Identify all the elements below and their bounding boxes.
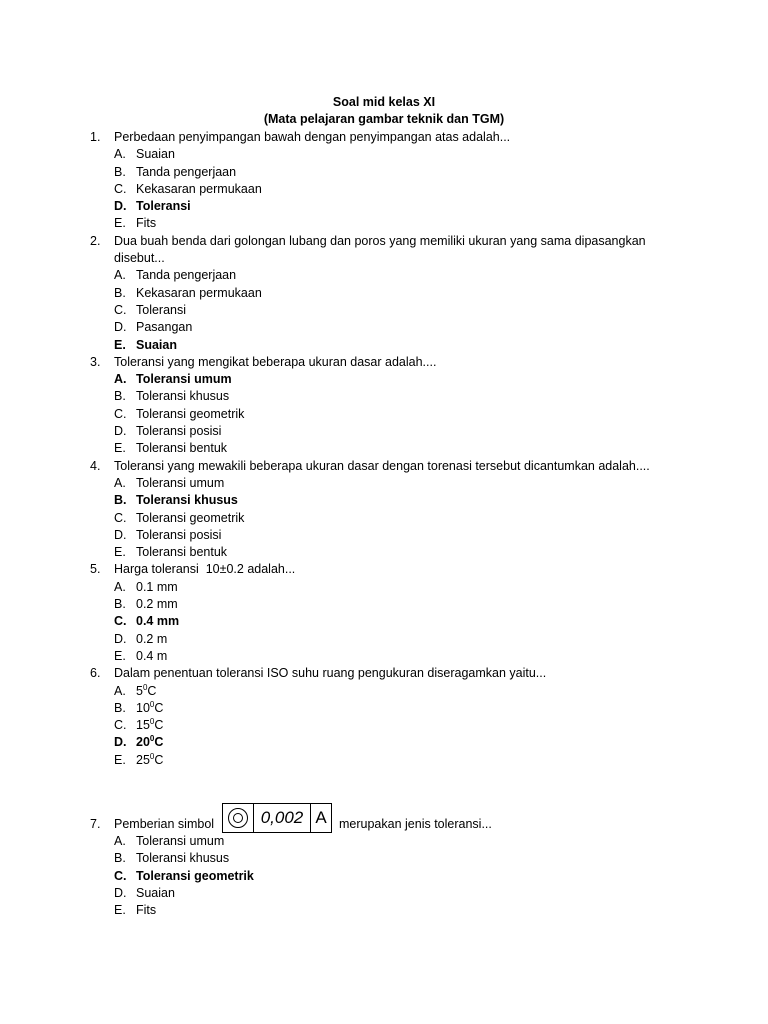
answer-option <box>90 902 690 919</box>
degree-mark: 0 <box>149 734 155 744</box>
option-letter: A. <box>114 475 126 490</box>
question-5 <box>90 561 690 665</box>
degree-mark: 0 <box>149 699 155 709</box>
question-1 <box>90 129 690 233</box>
option-letter: E. <box>114 337 126 352</box>
document-title: Soal mid kelas XI <box>332 95 436 109</box>
option-letter: E. <box>114 648 126 663</box>
answer-option <box>90 648 690 665</box>
answer-option <box>90 267 690 284</box>
option-letter: D. <box>114 631 127 646</box>
option-unit: C <box>154 700 164 715</box>
option-unit: C <box>154 718 164 733</box>
option-unit: C <box>154 752 164 767</box>
question-text: Harga toleransi 10±0.2 adalah... <box>114 562 296 577</box>
option-text: Toleransi geometrik <box>136 406 245 421</box>
option-text: 0.4 m <box>136 648 168 663</box>
answer-option <box>90 510 690 527</box>
question-list <box>90 129 690 919</box>
answer-option <box>90 850 690 867</box>
answer-option <box>90 440 690 457</box>
answer-option <box>90 734 690 751</box>
option-letter: C. <box>114 302 127 317</box>
option-letter: D. <box>114 424 127 439</box>
answer-option <box>90 833 690 850</box>
option-letter: C. <box>114 718 127 733</box>
question-text: Toleransi yang mewakili beberapa ukuran dasar dengan torenasi tersebut dicantumkan adalah.... <box>114 458 650 473</box>
answer-option <box>90 752 690 769</box>
option-text: Toleransi posisi <box>136 527 222 542</box>
question-text: Perbedaan penyimpangan bawah dengan penyimpangan atas adalah... <box>114 130 511 144</box>
option-letter: C. <box>114 406 127 421</box>
degree-mark: 0 <box>149 716 155 726</box>
option-letter: E. <box>114 545 126 560</box>
option-text: Tanda pengerjaan <box>136 164 237 179</box>
question-number: 4. <box>90 458 101 473</box>
answer-option <box>90 492 690 509</box>
option-letter: B. <box>114 700 126 715</box>
option-unit: C <box>147 683 157 698</box>
option-value: 15 <box>136 718 150 733</box>
question-number: 5. <box>90 562 101 577</box>
option-text: Kekasaran permukaan <box>136 181 262 196</box>
option-text: Pasangan <box>136 320 193 335</box>
option-text: 0.1 mm <box>136 579 178 594</box>
option-letter: B. <box>114 164 126 179</box>
answer-option <box>90 337 690 354</box>
option-text: Toleransi khusus <box>136 493 238 508</box>
question-text-after-symbol: merupakan jenis toleransi... <box>339 816 492 831</box>
tolerance-value: 0,002 <box>254 804 311 832</box>
question-6 <box>90 665 690 769</box>
degree-mark: 0 <box>142 682 148 692</box>
answer-option <box>90 388 690 405</box>
option-text: Toleransi geometrik <box>136 510 245 525</box>
question-2 <box>90 233 690 354</box>
option-text: Fits <box>136 216 157 231</box>
option-letter: C. <box>114 510 127 525</box>
option-letter: E. <box>114 441 126 456</box>
option-text: Toleransi geometrik <box>136 868 254 883</box>
tolerance-symbol-frame <box>222 803 332 833</box>
option-text: 0.2 mm <box>136 597 178 612</box>
option-value: 20 <box>136 735 150 750</box>
option-letter: E. <box>114 752 126 767</box>
option-text: Toleransi khusus <box>136 851 230 866</box>
option-value: 25 <box>136 752 150 767</box>
option-letter: D. <box>114 735 127 750</box>
question-4 <box>90 458 690 562</box>
answer-option <box>90 198 690 215</box>
option-value: 10 <box>136 700 150 715</box>
question-number: 2. <box>90 233 101 248</box>
answer-option <box>90 215 690 232</box>
concentricity-icon <box>228 808 248 828</box>
option-letter: D. <box>114 527 127 542</box>
option-letter: A. <box>114 579 126 594</box>
option-letter: A. <box>114 372 127 387</box>
question-number: 6. <box>90 666 101 681</box>
question-number: 1. <box>90 130 101 144</box>
option-letter: A. <box>114 833 126 848</box>
answer-option <box>90 527 690 544</box>
option-text: Toleransi bentuk <box>136 441 228 456</box>
option-letter: A. <box>114 147 126 162</box>
option-text: Toleransi umum <box>136 833 225 848</box>
option-letter: B. <box>114 493 127 508</box>
answer-option <box>90 596 690 613</box>
answer-option <box>90 717 690 734</box>
question-text: Dalam penentuan toleransi ISO suhu ruang pengukuran diseragamkan yaitu... <box>114 666 547 681</box>
option-value: 5 <box>136 683 143 698</box>
answer-option <box>90 146 690 163</box>
option-letter: C. <box>114 868 127 883</box>
question-text: Dua buah benda dari golongan lubang dan poros yang memiliki ukuran yang sama dipasangkan disebut... <box>114 233 650 266</box>
answer-option <box>90 371 690 388</box>
option-letter: C. <box>114 614 127 629</box>
option-text: Toleransi umum <box>136 372 232 387</box>
option-letter: A. <box>114 683 126 698</box>
option-letter: D. <box>114 885 127 900</box>
option-text: Toleransi posisi <box>136 424 222 439</box>
question-number: 3. <box>90 354 101 369</box>
answer-option <box>90 700 690 717</box>
option-letter: B. <box>114 851 126 866</box>
question-7 <box>90 803 690 919</box>
answer-option <box>90 164 690 181</box>
option-text: Toleransi <box>136 199 191 214</box>
answer-option <box>90 423 690 440</box>
option-text: Toleransi bentuk <box>136 545 228 560</box>
option-letter: E. <box>114 903 126 918</box>
option-letter: E. <box>114 216 126 231</box>
document-subtitle: (Mata pelajaran gambar teknik dan TGM) <box>263 112 505 127</box>
datum-letter: A <box>315 808 327 828</box>
answer-option <box>90 683 690 700</box>
option-letter: B. <box>114 285 126 300</box>
option-text: Suaian <box>136 337 177 352</box>
option-text: Toleransi umum <box>136 475 225 490</box>
degree-mark: 0 <box>149 751 155 761</box>
option-unit: C <box>154 735 164 750</box>
option-letter: D. <box>114 320 127 335</box>
option-text: 0.4 mm <box>136 614 180 629</box>
option-text: 0.2 m <box>136 631 168 646</box>
answer-option <box>90 544 690 561</box>
answer-option <box>90 631 690 648</box>
option-text: Kekasaran permukaan <box>136 285 262 300</box>
answer-option <box>90 302 690 319</box>
option-text: Toleransi khusus <box>136 389 230 404</box>
option-letter: D. <box>114 199 127 214</box>
answer-option <box>90 285 690 302</box>
option-letter: C. <box>114 181 127 196</box>
option-letter: A. <box>114 268 126 283</box>
answer-option <box>90 579 690 596</box>
question-3 <box>90 354 690 458</box>
answer-option <box>90 319 690 336</box>
answer-option <box>90 475 690 492</box>
option-text: Fits <box>136 903 157 918</box>
option-text: Toleransi <box>136 302 187 317</box>
answer-option <box>90 613 690 630</box>
answer-option <box>90 406 690 423</box>
question-text: Toleransi yang mengikat beberapa ukuran dasar adalah.... <box>114 354 437 369</box>
question-number: 7. <box>90 816 101 831</box>
question-text-before-symbol: Pemberian simbol <box>114 816 215 831</box>
answer-option <box>90 885 690 902</box>
option-text: Suaian <box>136 885 175 900</box>
option-letter: B. <box>114 597 126 612</box>
option-text: Suaian <box>136 147 175 162</box>
option-letter: B. <box>114 389 126 404</box>
option-text: Tanda pengerjaan <box>136 268 237 283</box>
document-header <box>0 94 768 129</box>
answer-option <box>90 868 690 885</box>
answer-option <box>90 181 690 198</box>
